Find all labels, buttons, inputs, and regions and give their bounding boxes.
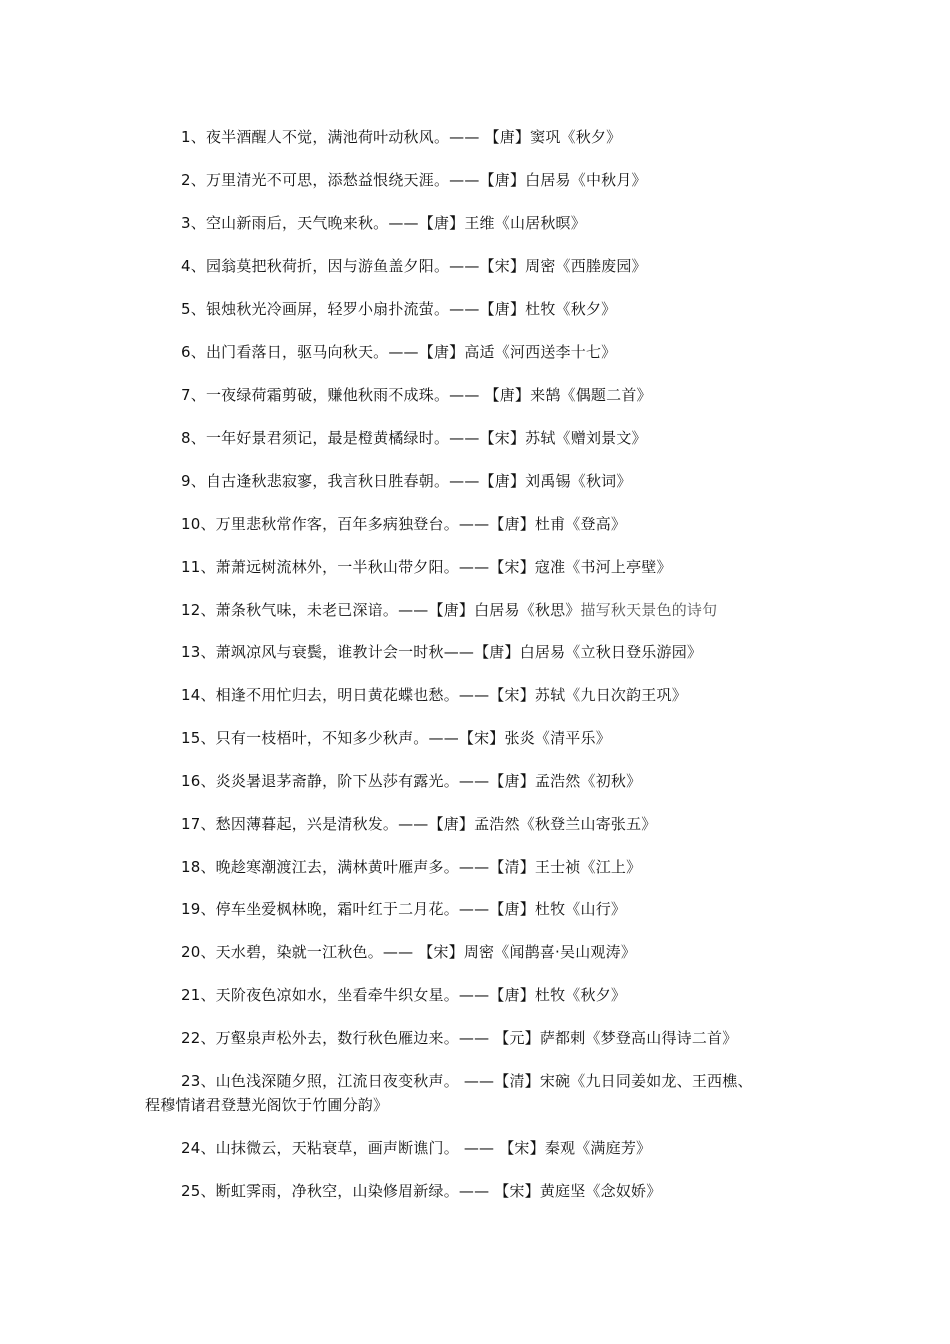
poem-line-13: 13、萧飒凉风与衰鬓，谁教计会一时秋——【唐】白居易《立秋日登乐游园》: [181, 643, 703, 661]
poem-line-11: 11、萧萧远树流林外，一半秋山带夕阳。——【宋】寇准《书河上亭壁》: [181, 558, 672, 576]
poem-line-5: 5、银烛秋光冷画屏，轻罗小扇扑流萤。——【唐】杜牧《秋夕》: [181, 300, 617, 318]
poem-line-4: 4、园翁莫把秋荷折，因与游鱼盖夕阳。——【宋】周密《西塍废园》: [181, 257, 647, 275]
poem-line-18: 18、晚趁寒潮渡江去，满林黄叶雁声多。——【清】王士祯《江上》: [181, 858, 642, 876]
poem-line-19: 19、停车坐爱枫林晚，霜叶红于二月花。——【唐】杜牧《山行》: [181, 900, 627, 918]
poem-line-20: 20、天水碧，染就一江秋色。—— 【宋】周密《闻鹊喜·吴山观涛》: [181, 943, 637, 961]
poem-line-12: [181, 600, 717, 620]
poem-line-7: 7、一夜绿荷霜剪破，赚他秋雨不成珠。—— 【唐】来鹄《偶题二首》: [181, 386, 652, 404]
poem-line-23-continuation: 程穆情诸君登慧光阁饮于竹圃分韵》: [145, 1096, 389, 1114]
poem-line-10: 10、万里悲秋常作客，百年多病独登台。——【唐】杜甫《登高》: [181, 515, 627, 533]
poem-line-2: 2、万里清光不可思，添愁益恨绕天涯。——【唐】白居易《中秋月》: [181, 171, 647, 189]
poem-line-14: 14、相逢不用忙归去，明日黄花蝶也愁。——【宋】苏轼《九日次韵王巩》: [181, 686, 687, 704]
poem-line-1: 1、夜半酒醒人不觉，满池荷叶动秋风。—— 【唐】窦巩《秋夕》: [181, 128, 622, 146]
poem-line-24: 24、山抹微云，天粘衰草，画声断谯门。 —— 【宋】秦观《满庭芳》: [181, 1139, 652, 1157]
poem-line-22: 22、万壑泉声松外去，数行秋色雁边来。—— 【元】萨都剌《梦登高山得诗二首》: [181, 1029, 738, 1047]
poem-line-12-text: 12、萧条秋气味，未老已深谙。——【唐】白居易《秋思》: [181, 601, 581, 619]
poem-line-6: 6、出门看落日，驱马向秋天。——【唐】高适《河西送李十七》: [181, 343, 617, 361]
poem-line-3: 3、空山新雨后，天气晚来秋。——【唐】王维《山居秋暝》: [181, 214, 586, 232]
poem-line-25: 25、断虹霁雨，净秋空，山染修眉新绿。—— 【宋】黄庭坚《念奴娇》: [181, 1182, 662, 1200]
poem-line-12-note: 描写秋天景色的诗句: [580, 601, 718, 619]
poem-line-17: 17、愁因薄暮起，兴是清秋发。——【唐】孟浩然《秋登兰山寄张五》: [181, 815, 657, 833]
poem-line-15: 15、只有一枝梧叶，不知多少秋声。——【宋】张炎《清平乐》: [181, 729, 611, 747]
poem-line-16: 16、炎炎暑退茅斋静，阶下丛莎有露光。——【唐】孟浩然《初秋》: [181, 772, 642, 790]
poem-line-23: 23、山色浅深随夕照，江流日夜变秋声。 ——【清】宋碗《九日同姜如龙、王西樵、: [181, 1072, 753, 1090]
poem-line-9: 9、自古逢秋悲寂寥，我言秋日胜春朝。——【唐】刘禹锡《秋词》: [181, 472, 632, 490]
poem-line-8: 8、一年好景君须记，最是橙黄橘绿时。——【宋】苏轼《赠刘景文》: [181, 429, 647, 447]
poem-line-21: 21、天阶夜色凉如水，坐看牵牛织女星。——【唐】杜牧《秋夕》: [181, 986, 627, 1004]
